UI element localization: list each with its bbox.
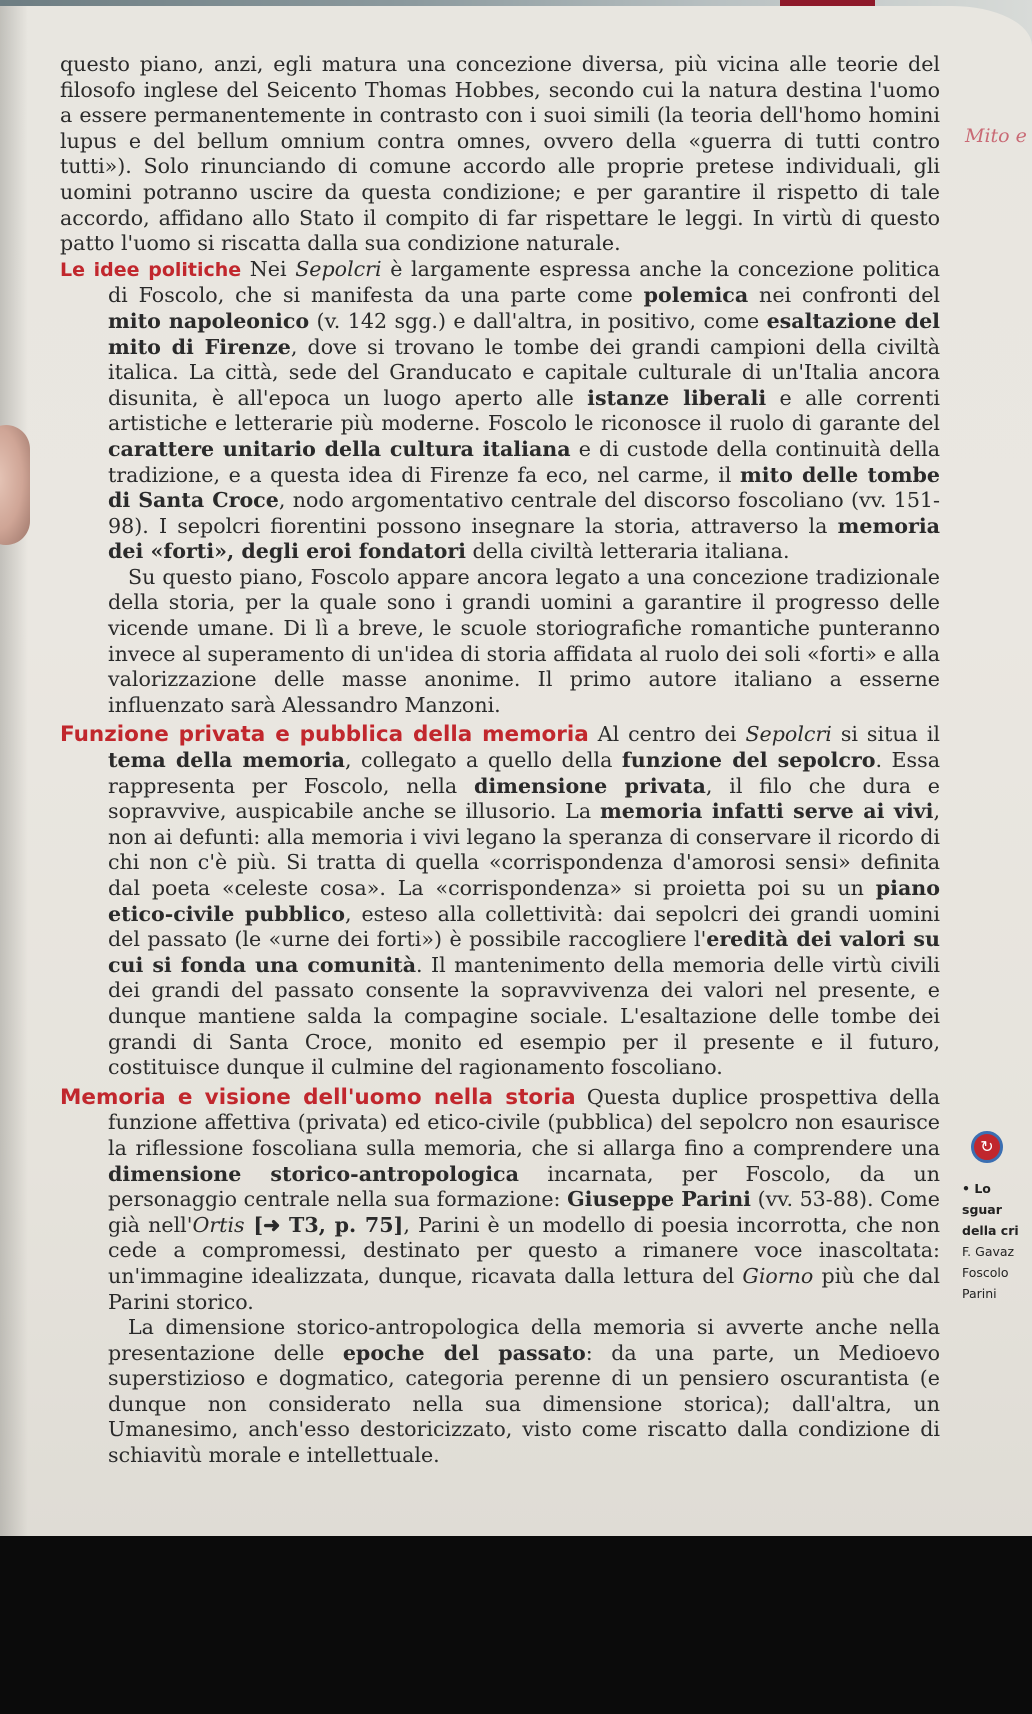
section-idee-politiche: Le idee politiche Nei Sepolcri è largamente espressa anche la concezione politica di Foscolo, che si manifesta da una parte come polemica nei confronti del mito napoleonico (v. 142 sgg.) e dall'altra, in positivo, come esaltazione del mito di Firenze, dove si trovano le tombe dei grandi campioni della civiltà italica. La città, sede del Granducato e capitale culturale di un'Italia ancora disunita, è all'epoca un luogo aperto alle istanze liberali e alle correnti artistiche e letterarie più moderne. Foscolo le riconosce il ruolo di garante del carattere unitario della cultura italiana e di custode della continuità della tradizione, e a questa idea di Firenze fa eco, nel carme, il mito delle tombe di Santa Croce, nodo argomentativo centrale del discorso foscoliano (vv. 151-98). I sepolcri fiorentini possono insegnare la storia, attraverso la memoria dei «forti», degli eroi fondatori della civiltà letteraria italiana. — [60, 256, 941, 564]
paragraph-concezione-storia: Su questo piano, Foscolo appare ancora legato a una concezione tradizionale della storia, per la quale sono i grandi uomini a garantire il progresso delle vicende umane. Di lì a breve, le scuole storiografiche romantiche punteranno invece al superamento di un'idea di storia affidata al ruolo dei soli «forti» e alla valorizzazione delle masse anonime. Il primo autore italiano a esserne influenzato sarà Alessandro Manzoni. — [108, 564, 940, 717]
heading-idee-politiche: Le idee politiche — [60, 258, 242, 281]
heading-funzione-memoria: Funzione privata e pubblica della memoria — [60, 722, 589, 748]
note-rotate-icon: ↻ — [971, 1131, 1003, 1163]
heading-memoria-storia: Memoria e visione dell'uomo nella storia — [60, 1084, 576, 1110]
cross-reference-link: [➜ T3, p. 75] — [244, 1212, 404, 1237]
margin-note-mito: Mito e — [965, 125, 1027, 147]
section-memoria-storia: Memoria e visione dell'uomo nella storia Questa duplice prospettiva della funzione affettiva (privata) ed etico-civile (pubblica) del sepolcro non esaurisce la riflessione foscoliana sulla memoria, che si allarga fino a comprendere una dimensione storico-antropologica incarnata, per Foscolo, da un personaggio centrale nella sua formazione: Giuseppe Parini (vv. 53-88). Come già nell'Ortis [➜ T3, p. 75], Parini è un modello di poesia incorrotta, che non cede a compromessi, destinato per questo a rimanere voce inascoltata: un'immagine idealizzata, dunque, ricavata dalla lettura del Giorno più che dal Parini storico. — [60, 1084, 941, 1314]
paragraph-hobbes: questo piano, anzi, egli matura una concezione diversa, più vicina alle teorie del filosofo inglese del Seicento Thomas Hobbes, secondo cui la natura destina l'uomo a essere permanentemente in contrasto con i suoi simili (la teoria dell'homo homini lupus e del bellum omnium contra omnes, ovvero della «guerra di tutti contro tutti»). Solo rinunciando di comune accordo alle proprie pretese individuali, gli uomini potranno uscire da questa condizione; e per garantire il rispetto di tale accordo, affidano allo Stato il compito di far rispettare le leggi. In virtù di questo patto l'uomo si riscatta dalla sua condizione naturale. — [60, 52, 940, 256]
page-text — [60, 52, 940, 1469]
paragraph-epoche-passato: La dimensione storico-antropologica della memoria si avverte anche nella presentazione delle epoche del passato: da una parte, un Medioevo superstizioso e dogmatico, categoria perenne di un pensiero oscurantista (e dunque non considerato nella sua dimensione storica); dall'altra, un Umanesimo, anch'esso destoricizzato, visto come riscatto dalla condizione di schiavitù morale e intellettuale. — [108, 1315, 940, 1468]
finger-holding-page — [0, 425, 30, 545]
section-funzione-memoria: Funzione privata e pubblica della memoria Al centro dei Sepolcri si situa il tema della memoria, collegato a quello della funzione del sepolcro. Essa rappresenta per Foscolo, nella dimensione privata, il filo che dura e sopravvive, auspicabile anche se illusorio. La memoria infatti serve ai vivi, non ai defunti: alla memoria i vivi legano la speranza di conservare il ricordo di chi non c'è più. Si tratta di quella «corrispondenza d'amorosi sensi» definita dal poeta «celeste cosa». La «corrispondenza» si proietta poi su un piano etico-civile pubblico, esteso alla collettività: dai sepolcri dei grandi uomini del passato (le «urne dei forti») è possibile raccogliere l'eredità dei valori su cui si fonda una comunità. Il mantenimento della memoria delle virtù civili dei grandi del passato consente la sopravvivenza dei valori nel presente, e dunque mantiene salda la compagine sociale. L'esaltazione delle tombe dei grandi di Santa Croce, monito ed esempio per il presente e il futuro, costituisce dunque il culmine del ragionamento foscoliano. — [60, 722, 941, 1080]
margin-note: • Lo sguar della cri F. Gavaz Foscolo Parini — [962, 1181, 1019, 1301]
